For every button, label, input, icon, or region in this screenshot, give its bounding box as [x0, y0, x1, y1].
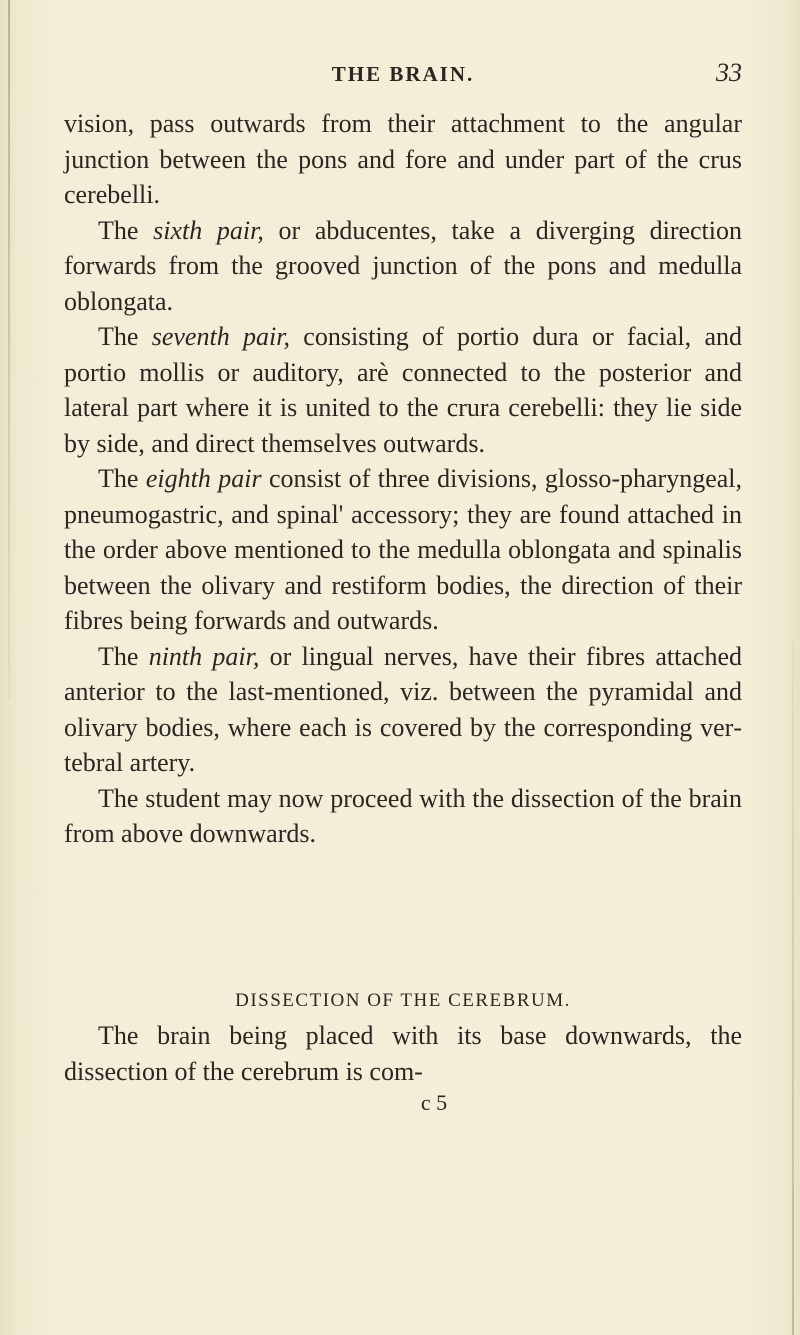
binding-shadow — [8, 0, 10, 700]
nerve-pair-term: sixth pair, — [153, 215, 264, 245]
nerve-pair-term: ninth pair, — [148, 641, 260, 671]
page-number: 33 — [716, 58, 742, 87]
running-head: THE BRAIN. — [331, 62, 475, 86]
paragraph: The brain being placed with its base downwards, the dissection of the cerebrum is com- — [64, 1021, 742, 1086]
paragraph-text: consist of three divisions, glosso-pharyngeal, pneumogastric, and spinal' accessory; they are found attached in the order above mentioned to the medulla oblongata and spinalis between the olivary and restiform bodies, the direction of their fibres being forwards and outwards. — [64, 464, 743, 635]
paragraph — [64, 106, 742, 213]
main-text — [64, 106, 742, 852]
paragraph-text: or abducentes, take a diverging direction forwards from the grooved junction of the pons and medulla oblongata. — [64, 215, 743, 316]
paragraph — [64, 461, 742, 639]
section-heading: DISSECTION OF THE CEREBRUM. — [235, 990, 571, 1011]
paragraph-text: The student may now proceed with the dissection of the brain from above downwards. — [64, 783, 742, 848]
paragraph-text: or lingual nerves, have their fibres attached anterior to the last-mentioned, viz. between the pyramidal and olivary bodies, where each is covered by the corresponding vertebral artery. — [64, 641, 742, 777]
signature-mark — [0, 1090, 800, 1116]
paragraph — [64, 781, 742, 852]
nerve-pair-term: eighth pair — [145, 464, 262, 493]
paragraph-lead: The — [98, 322, 152, 351]
paragraph-lead: The — [98, 215, 154, 245]
signature-text: c 5 — [420, 1090, 448, 1115]
paragraph — [64, 319, 742, 461]
section-text — [64, 1018, 742, 1090]
nerve-pair-term: seventh pair, — [151, 322, 290, 351]
paragraph-text: consisting of portio dura or facial, and portio mollis or auditory, arè connected to the posterior and lateral part where it is united to the crura cerebelli: they lie side by side, and direct themselves outwards. — [64, 322, 742, 458]
page-edge-shadow — [792, 640, 794, 1335]
paragraph-text: vision, pass outwards from their attachment to the angular junction between the pons and fore and under part of the crus cerebelli. — [64, 109, 742, 209]
page-header — [64, 58, 742, 90]
paragraph — [64, 639, 742, 781]
paragraph-lead: The — [98, 641, 149, 671]
paragraph-lead: The — [98, 464, 146, 493]
paragraph — [64, 213, 742, 320]
